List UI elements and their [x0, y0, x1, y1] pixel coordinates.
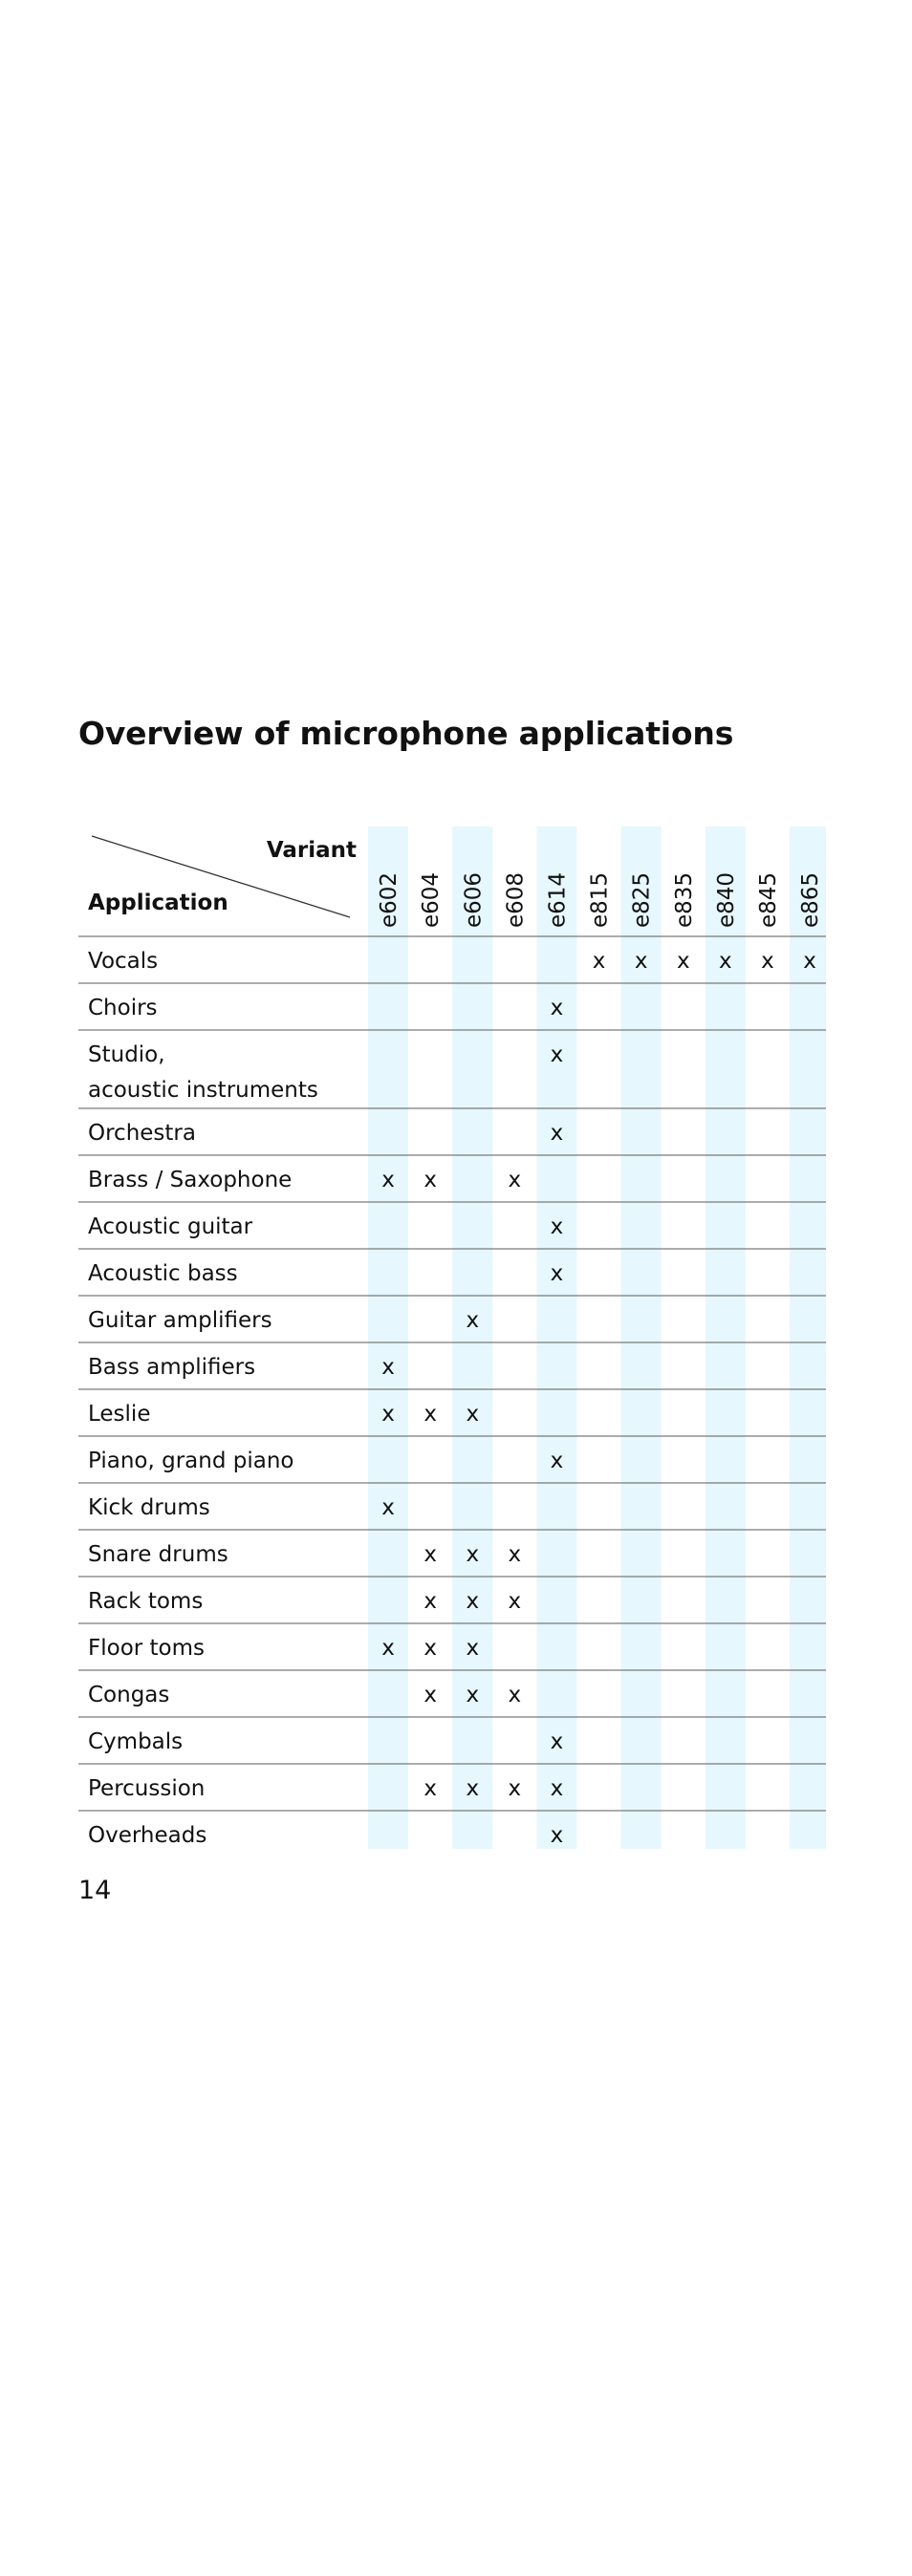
mark-e845: x [761, 949, 774, 974]
mark-e602: x [381, 1402, 395, 1427]
mark-e602: x [381, 1168, 395, 1192]
variant-header-e608: e608 [503, 871, 529, 928]
variant-header-e602: e602 [377, 871, 402, 928]
variant-header-e825: e825 [629, 871, 655, 928]
variant-column-headers [377, 872, 823, 928]
variant-header: Variant [266, 838, 357, 863]
application-label: Bass amplifiers [88, 1355, 256, 1380]
mark-e606: x [466, 1636, 480, 1661]
application-label: Brass / Saxophone [88, 1168, 293, 1192]
microphone-application-table [78, 826, 826, 1849]
application-label: Overheads [88, 1823, 207, 1848]
shaded-column-e865 [790, 826, 826, 1849]
mark-e604: x [423, 1636, 437, 1661]
mark-e604: x [423, 1776, 437, 1801]
mark-e606: x [466, 1402, 480, 1427]
variant-header-e865: e865 [798, 871, 824, 928]
mark-e606: x [466, 1308, 480, 1333]
application-label: acoustic instruments [88, 1078, 318, 1103]
shaded-column-e840 [706, 826, 746, 1849]
shaded-column-e825 [621, 826, 662, 1849]
variant-header-e614: e614 [545, 871, 571, 928]
application-label: Choirs [88, 996, 158, 1020]
application-label: Studio, [88, 1042, 165, 1067]
mark-e606: x [466, 1589, 480, 1614]
mark-e606: x [466, 1683, 480, 1707]
mark-e614: x [550, 1729, 564, 1754]
mark-e604: x [423, 1402, 437, 1427]
mark-e606: x [466, 1776, 480, 1801]
application-label: Cymbals [88, 1729, 184, 1754]
variant-header-e815: e815 [587, 871, 613, 928]
table-row [88, 1402, 479, 1427]
variant-header-e845: e845 [755, 871, 781, 928]
application-label: Orchestra [88, 1121, 196, 1146]
application-label: Leslie [88, 1402, 151, 1427]
mark-e604: x [423, 1683, 437, 1707]
mark-e602: x [381, 1636, 395, 1661]
mark-e604: x [423, 1168, 437, 1192]
shaded-column-e602 [368, 826, 408, 1849]
mark-e614: x [550, 1776, 564, 1801]
table-row [88, 1308, 479, 1333]
mark-e608: x [508, 1168, 522, 1192]
table-row [88, 1495, 395, 1520]
mark-e606: x [466, 1542, 480, 1567]
application-label: Guitar amplifiers [88, 1308, 272, 1333]
mark-e602: x [381, 1355, 395, 1380]
mark-e608: x [508, 1542, 522, 1567]
mark-e825: x [634, 949, 648, 974]
application-label: Vocals [88, 949, 159, 974]
mark-e608: x [508, 1589, 522, 1614]
mark-e614: x [550, 1121, 564, 1146]
application-label: Kick drums [88, 1495, 210, 1520]
mark-e614: x [550, 1823, 564, 1848]
mark-e608: x [508, 1683, 522, 1707]
mark-e614: x [550, 1042, 564, 1067]
table-row [88, 1355, 395, 1380]
shaded-column-e614 [536, 826, 576, 1849]
mark-e614: x [550, 996, 564, 1020]
page-title: Overview of microphone applications [78, 715, 734, 752]
mark-e614: x [550, 1261, 564, 1286]
mark-e604: x [423, 1542, 437, 1567]
application-label: Snare drums [88, 1542, 228, 1567]
mark-e604: x [423, 1589, 437, 1614]
mark-e608: x [508, 1776, 522, 1801]
mark-e602: x [381, 1495, 395, 1520]
variant-header-e840: e840 [713, 871, 739, 928]
variant-header-e604: e604 [419, 871, 445, 928]
mark-e614: x [550, 1449, 564, 1473]
application-label: Floor toms [88, 1636, 206, 1661]
application-label: Rack toms [88, 1589, 204, 1614]
application-label: Acoustic bass [88, 1261, 238, 1286]
page-number: 14 [78, 1876, 112, 1905]
mark-e835: x [676, 949, 690, 974]
application-label: Acoustic guitar [88, 1214, 253, 1239]
mark-e840: x [719, 949, 732, 974]
table-row [88, 1636, 479, 1661]
application-label: Percussion [88, 1776, 206, 1801]
variant-header-e835: e835 [671, 871, 697, 928]
mark-e614: x [550, 1214, 564, 1239]
mark-e815: x [592, 949, 606, 974]
mark-e865: x [803, 949, 816, 974]
application-label: Congas [88, 1683, 170, 1707]
application-header: Application [88, 891, 228, 915]
variant-header-e606: e606 [461, 871, 487, 928]
application-label: Piano, grand piano [88, 1449, 294, 1473]
